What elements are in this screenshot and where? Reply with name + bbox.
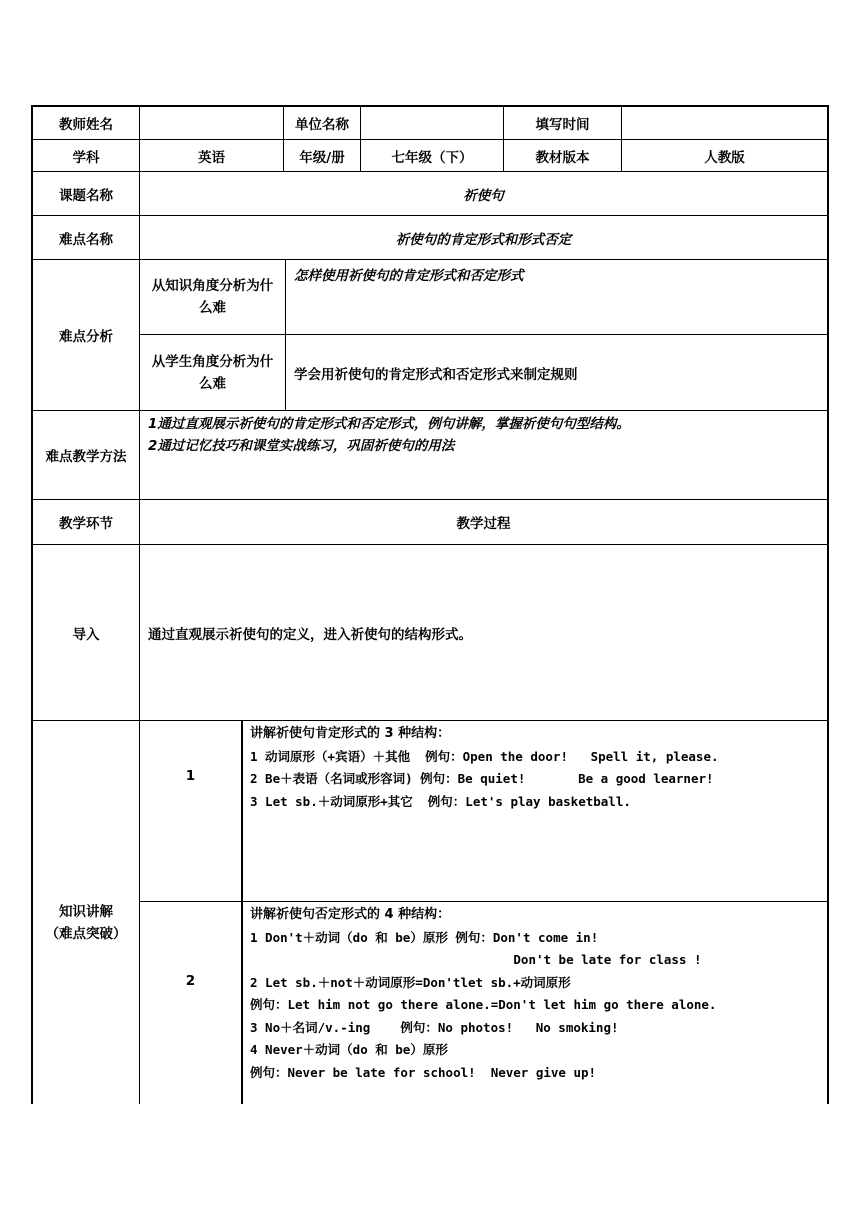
student-angle-value: 学会用祈使句的肯定形式和否定形式来制定规则: [294, 366, 578, 383]
knowledge-label: [33, 721, 140, 1104]
part-2-line-1: 讲解祈使句否定形式的 4 种结构：: [250, 907, 451, 922]
part-2-line-6: 3 No＋名词/v.-ing 例句：No photos! No smoking!: [250, 1019, 619, 1035]
knowledge-part-2: [140, 902, 827, 1104]
part-2-line-5: 例句：Let him not go there alone.=Don't let him go there alone.: [250, 997, 717, 1012]
difficulty-value: 祈使句的肯定形式和形式否定: [395, 231, 572, 248]
analysis-subtable: [140, 260, 827, 410]
part-2-line-4: 2 Let sb.＋not＋动词原形=Don'tlet sb.+动词原形: [250, 974, 571, 990]
date-value: [622, 107, 827, 139]
knowledge-part-1: [140, 721, 827, 902]
method-line-2: 2通过记忆技巧和课堂实战练习，巩固祈使句的用法: [148, 438, 455, 454]
date-label: 填写时间: [504, 107, 622, 139]
part-1-line-1: 讲解祈使句肯定形式的 3 种结构：: [250, 726, 451, 741]
knowledge-label-line-1: 知识讲解: [59, 903, 113, 920]
knowledge-row: [31, 720, 829, 1104]
knowledge-label-line-2: （难点突破）: [45, 925, 127, 942]
header-row-1: [31, 105, 829, 139]
part-1-content: [243, 721, 827, 901]
analysis-knowledge-row: [140, 260, 827, 335]
method-label: 难点教学方法: [33, 411, 140, 499]
topic-value: 祈使句: [463, 187, 504, 204]
edition-label: 教材版本: [504, 140, 622, 171]
unit-label: 单位名称: [284, 107, 361, 139]
part-2-line-3: Don't be late for class !: [250, 952, 702, 967]
part-2-line-7: 4 Never＋动词（do 和 be）原形: [250, 1042, 448, 1057]
teacher-name-label: 教师姓名: [33, 107, 140, 139]
part-2-line-2: 1 Don't＋动词（do 和 be）原形 例句：Don't come in!: [250, 929, 599, 945]
lesson-plan-table: [31, 105, 829, 1104]
edition-value: 人教版: [704, 149, 745, 166]
teacher-name-value: [140, 107, 284, 139]
part-2-line-8: 例句：Never be late for school! Never give up!: [250, 1064, 597, 1080]
method-line-1: 1通过直观展示祈使句的肯定形式和否定形式，例句讲解，掌握祈使句句型结构。: [148, 416, 630, 432]
method-row: [31, 410, 829, 499]
part-2-number: 2: [140, 902, 243, 1104]
grade-label: 年级/册: [284, 140, 361, 171]
knowledge-angle-value: 怎样使用祈使句的肯定形式和否定形式: [294, 268, 524, 284]
part-1-line-2: 1 动词原形（+宾语）＋其他 例句：Open the door! Spell it, please.: [250, 748, 719, 764]
grade-value: 七年级（下）: [361, 140, 504, 171]
topic-label: 课题名称: [33, 172, 140, 215]
part-1-number: 1: [140, 721, 243, 901]
student-angle-label: 从学生角度分析为什么难: [140, 335, 286, 410]
process-title: 教学过程: [456, 516, 511, 532]
analysis-label: 难点分析: [33, 260, 140, 410]
part-2-content: [243, 902, 827, 1104]
part-1-line-4: 3 Let sb.＋动词原形+其它 例句：Let's play basketball.: [250, 793, 631, 809]
knowledge-subtable: [140, 721, 827, 1104]
intro-label: 导入: [33, 545, 140, 720]
method-value: [140, 411, 827, 499]
analysis-student-row: [140, 335, 827, 410]
topic-row: [31, 171, 829, 215]
process-header-row: [31, 499, 829, 544]
subject-value: 英语: [140, 140, 284, 171]
intro-row: [31, 544, 829, 720]
header-row-2: [31, 139, 829, 171]
unit-value: [361, 107, 504, 139]
intro-value: 通过直观展示祈使句的定义，进入祈使句的结构形式。: [148, 626, 472, 643]
part-1-line-3: 2 Be＋表语（名词或形容词) 例句：Be quiet! Be a good learner!: [250, 771, 714, 786]
analysis-row: [31, 259, 829, 410]
subject-label: 学科: [33, 140, 140, 171]
knowledge-angle-label: 从知识角度分析为什么难: [140, 260, 286, 334]
process-stage-label: 教学环节: [33, 500, 140, 544]
difficulty-label: 难点名称: [33, 216, 140, 259]
difficulty-row: [31, 215, 829, 259]
